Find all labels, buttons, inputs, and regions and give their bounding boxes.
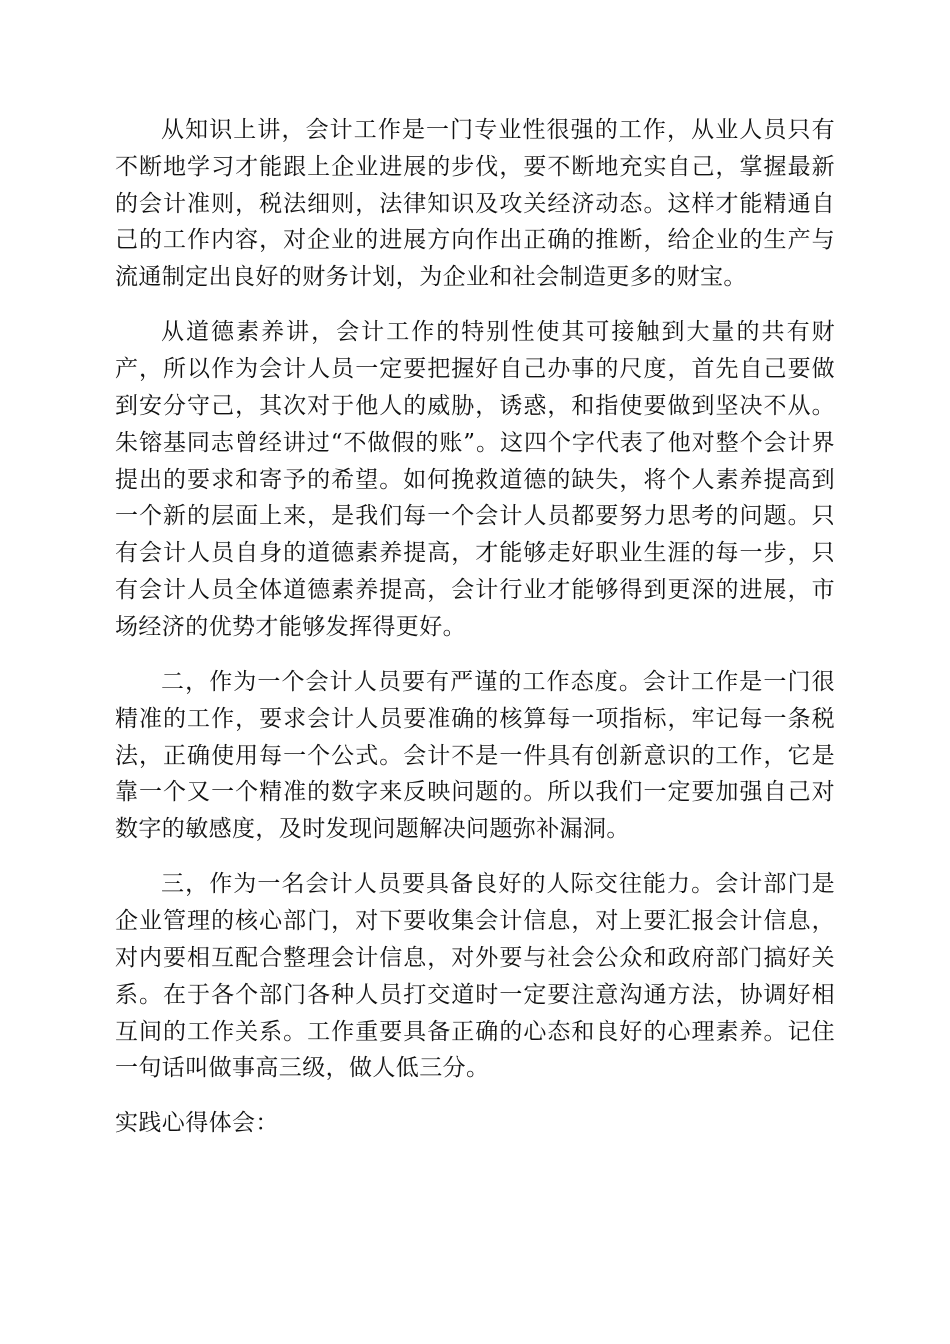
paragraph-ethics: 从道德素养讲，会计工作的特别性使其可接触到大量的共有财产，所以作为会计人员一定要把握好自己办事的尺度，首先自己要做到安分守己，其次对于他人的威胁，诱惑，和指使要做到坚决不从。朱镕基同志曾经讲过“不做假的账”。这四个字代表了他对整个会计界提出的要求和寄予的希望。如何挽救道德的缺失，将个人素养提高到一个新的层面上来，是我们每一个会计人员都要努力思考的问题。只有会计人员自身的道德素养提高，才能够走好职业生涯的每一步，只有会计人员全体道德素养提高，会计行业才能够得到更深的进展，市场经济的优势才能够发挥得更好。 <box>115 319 835 640</box>
paragraph-interpersonal-skills: 三，作为一名会计人员要具备良好的人际交往能力。会计部门是企业管理的核心部门，对下要收集会计信息，对上要汇报会计信息，对内要相互配合整理会计信息，对外要与社会公众和政府部门搞好关系。在于各个部门各种人员打交道时一定要注意沟通方法，协调好相互间的工作关系。工作重要具备正确的心态和良好的心理素养。记住一句话叫做事高三级，做人低三分。 <box>115 871 835 1082</box>
paragraph-work-attitude: 二，作为一个会计人员要有严谨的工作态度。会计工作是一门很精准的工作，要求会计人员要准确的核算每一项指标，牢记每一条税法，正确使用每一个公式。会计不是一件具有创新意识的工作，它是靠一个又一个精准的数字来反映问题的。所以我们一定要加强自己对数字的敏感度，及时发现问题解决问题弥补漏洞。 <box>115 668 835 843</box>
document-page <box>115 112 835 1142</box>
section-heading: 实践心得体会： <box>115 1110 279 1137</box>
paragraph-knowledge: 从知识上讲，会计工作是一门专业性很强的工作，从业人员只有不断地学习才能跟上企业进展的步伐，要不断地充实自己，掌握最新的会计准则，税法细则，法律知识及攻关经济动态。这样才能精通自己的工作内容，对企业的进展方向作出正确的推断，给企业的生产与流通制定出良好的财务计划，为企业和社会制造更多的财宝。 <box>115 117 835 291</box>
